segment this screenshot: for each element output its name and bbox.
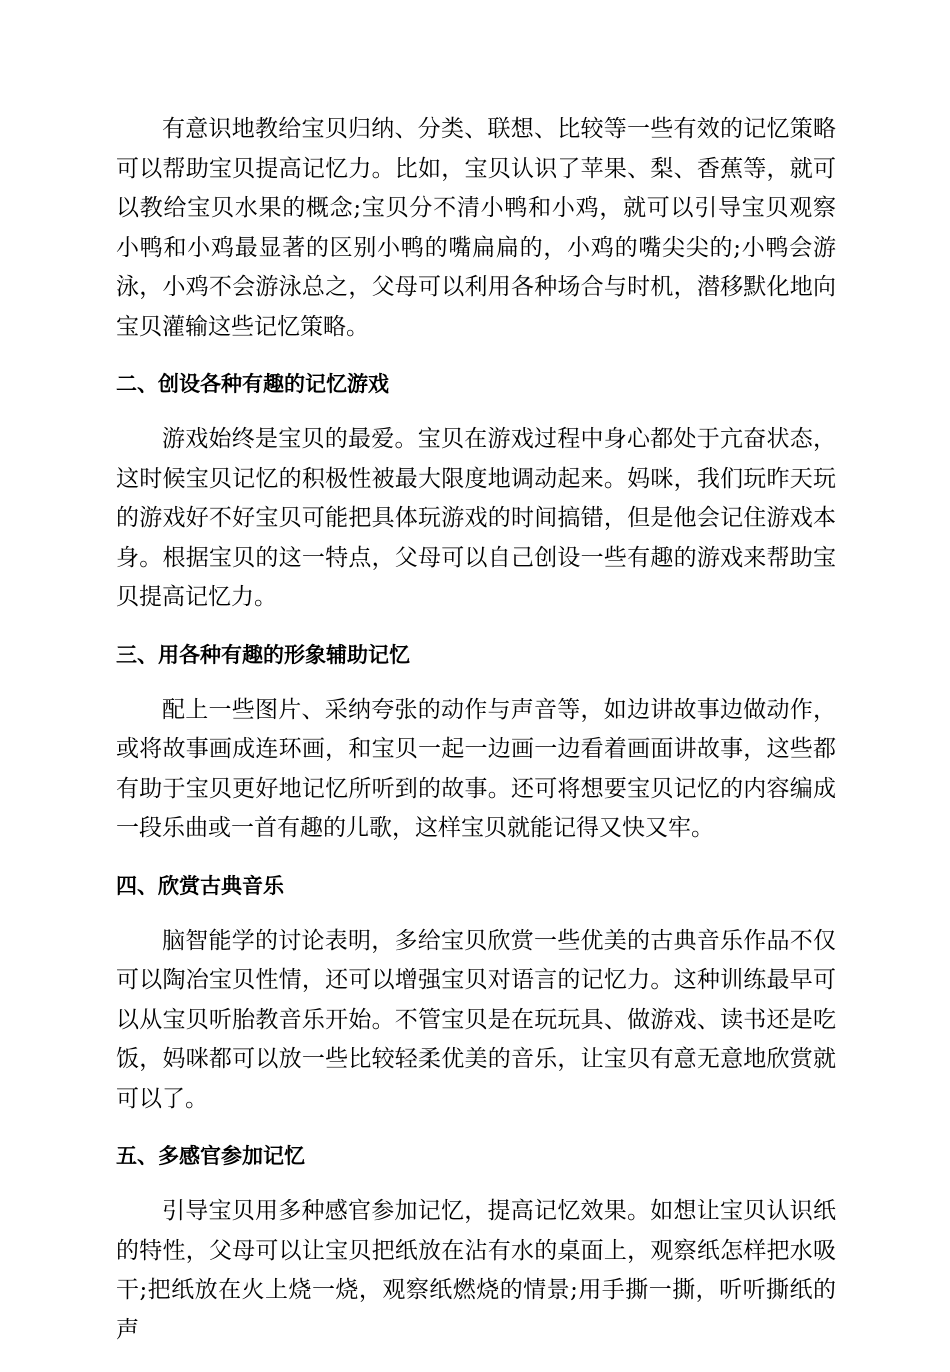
section-body-classical-music: 脑智能学的讨论表明，多给宝贝欣赏一些优美的古典音乐作品不仅可以陶冶宝贝性情，还可以增强宝贝对语言的记忆力。这种训练最早可以从宝贝听胎教音乐开始。不管宝贝是在玩玩具、做游戏、读书还是吃饭，妈咪都可以放一些比较轻柔优美的音乐，让宝贝有意无意地欣赏就可以了。 [116, 927, 836, 1112]
section-body-imagery: 配上一些图片、采纳夸张的动作与声音等，如边讲故事边做动作，或将故事画成连环画，和宝贝一起一边画一边看着画面讲故事，这些都有助于宝贝更好地记忆所听到的故事。还可将想要宝贝记忆的内容编成一段乐曲或一首有趣的儿歌，这样宝贝就能记得又快又牢。 [116, 696, 836, 841]
intro-paragraph: 有意识地教给宝贝归纳、分类、联想、比较等一些有效的记忆策略可以帮助宝贝提高记忆力。比如，宝贝认识了苹果、梨、香蕉等，就可以教给宝贝水果的概念;宝贝分不清小鸭和小鸡，就可以引导宝贝观察小鸭和小鸡最显著的区别小鸭的嘴扁扁的，小鸡的嘴尖尖的;小鸭会游泳，小鸡不会游泳总之，父母可以利用各种场合与时机，潜移默化地向宝贝灌输这些记忆策略。 [116, 116, 836, 340]
section-heading-imagery: 三、用各种有趣的形象辅助记忆 [116, 642, 410, 667]
section-body-memory-games: 游戏始终是宝贝的最爱。宝贝在游戏过程中身心都处于亢奋状态，这时候宝贝记忆的积极性被最大限度地调动起来。妈咪，我们玩昨天玩的游戏好不好宝贝可能把具体玩游戏的时间搞错，但是他会记住游戏本身。根据宝贝的这一特点，父母可以自己创设一些有趣的游戏来帮助宝贝提高记忆力。 [116, 426, 836, 610]
document-body [116, 110, 836, 1372]
section-heading-classical-music: 四、欣赏古典音乐 [116, 873, 284, 898]
section-body-multi-sensory: 引导宝贝用多种感官参加记忆，提高记忆效果。如想让宝贝认识纸的特性，父母可以让宝贝把纸放在沾有水的桌面上，观察纸怎样把水吸干;把纸放在火上烧一烧，观察纸燃烧的情景;用手撕一撕，听听撕纸的声 [116, 1198, 836, 1343]
section-heading-memory-games: 二、创设各种有趣的记忆游戏 [116, 372, 389, 396]
section-heading-multi-sensory: 五、多感官参加记忆 [116, 1144, 305, 1168]
